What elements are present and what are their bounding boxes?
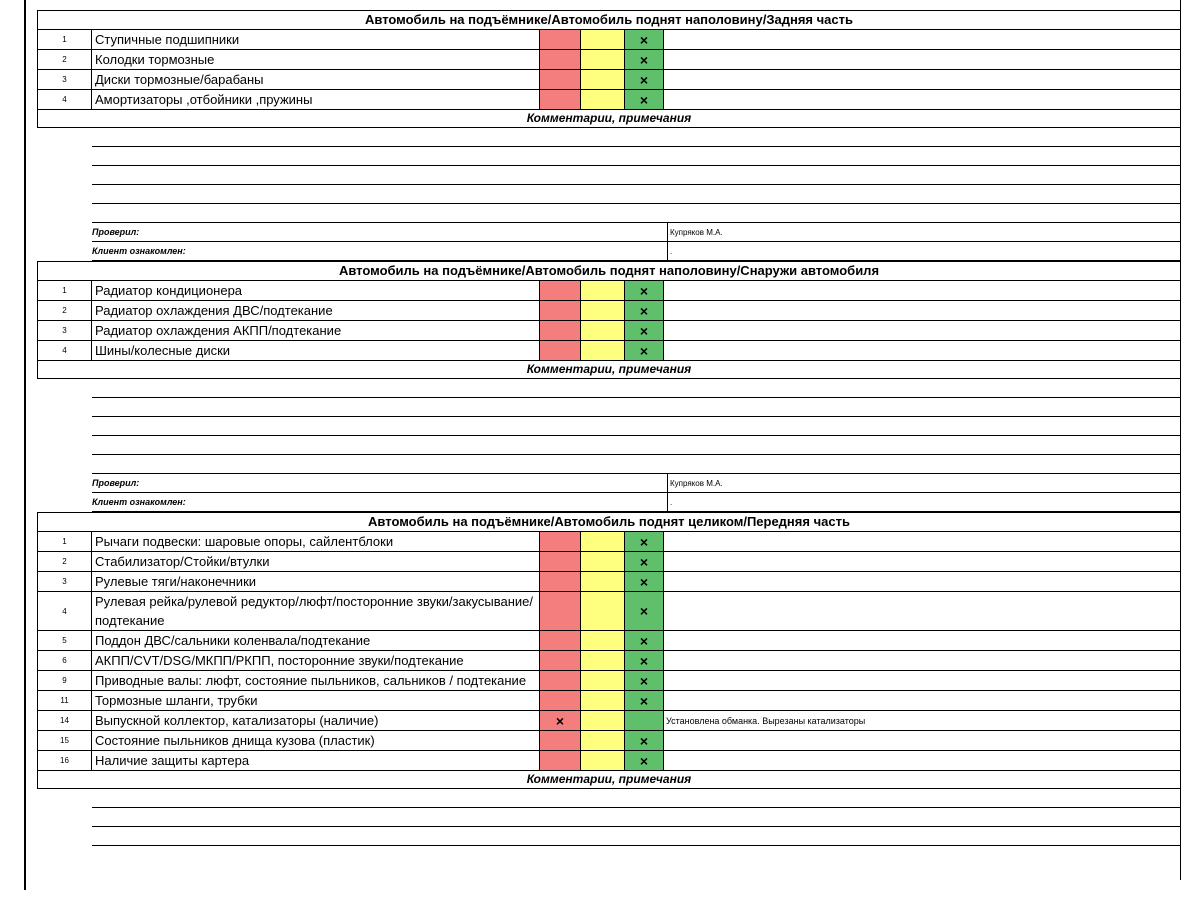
item-note: [664, 631, 1181, 650]
status-red-cell[interactable]: [540, 281, 581, 300]
section-front: [37, 512, 1181, 846]
status-green-cell[interactable]: [625, 671, 664, 690]
comment-line[interactable]: [92, 417, 1181, 436]
comments-header: Комментарии, примечания: [37, 110, 1181, 128]
checked-by-label: Проверил:: [92, 223, 668, 241]
check-mark: ×: [639, 752, 649, 769]
status-yellow-cell[interactable]: [581, 70, 625, 89]
client-ack-value: .: [668, 493, 1181, 511]
table-row: [37, 592, 1181, 631]
status-green-cell[interactable]: [625, 341, 664, 360]
comment-line[interactable]: [92, 789, 1181, 808]
status-yellow-cell[interactable]: [581, 341, 625, 360]
status-red-cell[interactable]: [540, 341, 581, 360]
item-name: Рулевые тяги/наконечники: [92, 572, 540, 591]
status-green-cell[interactable]: [625, 751, 664, 770]
table-row: [37, 572, 1181, 592]
comment-line[interactable]: [92, 185, 1181, 204]
check-mark: ×: [639, 573, 649, 590]
table-row: [37, 321, 1181, 341]
status-green-cell[interactable]: [625, 711, 664, 730]
checked-by-row: [92, 474, 1181, 493]
item-name: Выпускной коллектор, катализаторы (наличие): [92, 711, 540, 730]
row-number: 16: [37, 751, 92, 770]
comments-area: [92, 379, 1181, 474]
comment-line[interactable]: [92, 379, 1181, 398]
row-number: 6: [37, 651, 92, 670]
status-green-cell[interactable]: [625, 691, 664, 710]
status-yellow-cell[interactable]: [581, 691, 625, 710]
table-row: [37, 671, 1181, 691]
row-number: 1: [37, 30, 92, 49]
check-mark: ×: [639, 302, 649, 319]
status-green-cell[interactable]: [625, 572, 664, 591]
status-green-cell[interactable]: [625, 50, 664, 69]
status-green-cell[interactable]: [625, 552, 664, 571]
client-ack-label: Клиент ознакомлен:: [92, 493, 668, 511]
item-name: Приводные валы: люфт, состояние пыльников, сальников / подтекание: [92, 671, 540, 690]
status-yellow-cell[interactable]: [581, 572, 625, 591]
check-mark: ×: [639, 71, 649, 88]
item-name: Поддон ДВС/сальники коленвала/подтекание: [92, 631, 540, 650]
status-red-cell[interactable]: [540, 30, 581, 49]
item-name: Амортизаторы ,отбойники ,пружины: [92, 90, 540, 109]
table-row: [37, 731, 1181, 751]
item-note: [664, 90, 1181, 109]
item-note: [664, 321, 1181, 340]
checklist-rows: [37, 532, 1181, 771]
status-yellow-cell[interactable]: [581, 592, 625, 630]
status-yellow-cell[interactable]: [581, 532, 625, 551]
check-mark: ×: [639, 692, 649, 709]
item-note: [664, 731, 1181, 750]
item-name: Наличие защиты картера: [92, 751, 540, 770]
status-yellow-cell[interactable]: [581, 552, 625, 571]
section-exterior: [37, 261, 1181, 512]
comment-line[interactable]: [92, 827, 1181, 846]
status-green-cell[interactable]: [625, 651, 664, 670]
status-red-cell[interactable]: [540, 90, 581, 109]
check-mark: ×: [555, 712, 565, 729]
section-title: Автомобиль на подъёмнике/Автомобиль поднят наполовину/Задняя часть: [37, 10, 1181, 30]
table-row: [37, 341, 1181, 361]
table-row: [37, 651, 1181, 671]
page-left-border: [24, 0, 26, 890]
status-green-cell[interactable]: [625, 70, 664, 89]
row-number: 2: [37, 50, 92, 69]
row-number: 3: [37, 572, 92, 591]
item-note: [664, 751, 1181, 770]
table-row: [37, 281, 1181, 301]
comment-line[interactable]: [92, 436, 1181, 455]
client-ack-row: [92, 493, 1181, 512]
table-row: [37, 711, 1181, 731]
table-row: [37, 50, 1181, 70]
check-mark: ×: [639, 342, 649, 359]
table-row: [37, 70, 1181, 90]
item-note: [664, 50, 1181, 69]
item-note: [664, 552, 1181, 571]
check-mark: ×: [639, 31, 649, 48]
row-number: 4: [37, 341, 92, 360]
item-note: [664, 30, 1181, 49]
client-ack-value: .: [668, 242, 1181, 260]
item-note: [664, 70, 1181, 89]
item-name: Шины/колесные диски: [92, 341, 540, 360]
checked-by-value: Купряков М.А.: [668, 474, 1181, 492]
row-number: 1: [37, 281, 92, 300]
table-row: [37, 90, 1181, 110]
table-row: [37, 532, 1181, 552]
status-red-cell[interactable]: [540, 532, 581, 551]
comment-line[interactable]: [92, 398, 1181, 417]
status-red-cell[interactable]: [540, 731, 581, 750]
checked-by-value: Купряков М.А.: [668, 223, 1181, 241]
item-name: Радиатор кондиционера: [92, 281, 540, 300]
status-red-cell[interactable]: [540, 711, 581, 730]
comments-header: Комментарии, примечания: [37, 771, 1181, 789]
item-name: Диски тормозные/барабаны: [92, 70, 540, 89]
status-red-cell[interactable]: [540, 321, 581, 340]
check-mark: ×: [639, 603, 649, 619]
check-mark: ×: [639, 553, 649, 570]
status-green-cell[interactable]: [625, 30, 664, 49]
item-note: [664, 572, 1181, 591]
item-name: Тормозные шланги, трубки: [92, 691, 540, 710]
status-yellow-cell[interactable]: [581, 671, 625, 690]
inspection-sheet: [37, 10, 1181, 846]
status-green-cell[interactable]: [625, 321, 664, 340]
status-yellow-cell[interactable]: [581, 321, 625, 340]
table-row: [37, 751, 1181, 771]
comment-line[interactable]: [92, 166, 1181, 185]
table-row: [37, 631, 1181, 651]
status-green-cell[interactable]: [625, 301, 664, 320]
status-green-cell[interactable]: [625, 90, 664, 109]
item-note: [664, 691, 1181, 710]
comment-line[interactable]: [92, 455, 1181, 474]
check-mark: ×: [639, 91, 649, 108]
comment-line[interactable]: [92, 128, 1181, 147]
row-number: 15: [37, 731, 92, 750]
item-name: Ступичные подшипники: [92, 30, 540, 49]
status-red-cell[interactable]: [540, 592, 581, 630]
section-rear: [37, 10, 1181, 261]
status-yellow-cell[interactable]: [581, 281, 625, 300]
check-mark: ×: [639, 282, 649, 299]
status-red-cell[interactable]: [540, 70, 581, 89]
status-yellow-cell[interactable]: [581, 651, 625, 670]
status-red-cell[interactable]: [540, 552, 581, 571]
check-mark: ×: [639, 732, 649, 749]
status-yellow-cell[interactable]: [581, 50, 625, 69]
check-mark: ×: [639, 632, 649, 649]
status-green-cell[interactable]: [625, 281, 664, 300]
checked-by-label: Проверил:: [92, 474, 668, 492]
status-red-cell[interactable]: [540, 751, 581, 770]
row-number: 4: [37, 90, 92, 109]
check-mark: ×: [639, 672, 649, 689]
status-red-cell[interactable]: [540, 572, 581, 591]
row-number: 14: [37, 711, 92, 730]
comment-line[interactable]: [92, 808, 1181, 827]
section-title: Автомобиль на подъёмнике/Автомобиль поднят целиком/Передняя часть: [37, 512, 1181, 532]
item-note: [664, 671, 1181, 690]
comments-header: Комментарии, примечания: [37, 361, 1181, 379]
status-yellow-cell[interactable]: [581, 751, 625, 770]
item-note: [664, 592, 1181, 630]
table-row: [37, 552, 1181, 572]
item-name: Стабилизатор/Стойки/втулки: [92, 552, 540, 571]
item-name: Радиатор охлаждения ДВС/подтекание: [92, 301, 540, 320]
check-mark: ×: [639, 51, 649, 68]
item-name: Состояние пыльников днища кузова (пластик): [92, 731, 540, 750]
check-mark: ×: [639, 652, 649, 669]
checked-by-row: [92, 223, 1181, 242]
item-note: [664, 281, 1181, 300]
row-number: 1: [37, 532, 92, 551]
table-row: [37, 30, 1181, 50]
item-name: Рулевая рейка/рулевой редуктор/люфт/посторонние звуки/закусывание/подтекание: [92, 592, 540, 630]
comments-area: [92, 789, 1181, 846]
row-number: 2: [37, 301, 92, 320]
status-green-cell[interactable]: [625, 731, 664, 750]
status-green-cell[interactable]: [625, 592, 664, 630]
status-yellow-cell[interactable]: [581, 30, 625, 49]
row-number: 2: [37, 552, 92, 571]
row-number: 3: [37, 70, 92, 89]
table-row: [37, 691, 1181, 711]
status-red-cell[interactable]: [540, 691, 581, 710]
status-red-cell[interactable]: [540, 651, 581, 670]
status-yellow-cell[interactable]: [581, 301, 625, 320]
client-ack-label: Клиент ознакомлен:: [92, 242, 668, 260]
check-mark: ×: [639, 322, 649, 339]
item-name: Рычаги подвески: шаровые опоры, сайлентблоки: [92, 532, 540, 551]
status-red-cell[interactable]: [540, 301, 581, 320]
comments-area: [92, 128, 1181, 223]
checklist-rows: [37, 30, 1181, 110]
status-yellow-cell[interactable]: [581, 631, 625, 650]
status-yellow-cell[interactable]: [581, 711, 625, 730]
status-yellow-cell[interactable]: [581, 90, 625, 109]
row-number: 9: [37, 671, 92, 690]
client-ack-row: [92, 242, 1181, 261]
row-number: 3: [37, 321, 92, 340]
item-name: Радиатор охлаждения АКПП/подтекание: [92, 321, 540, 340]
item-name: АКПП/CVT/DSG/МКПП/РКПП, посторонние звуки/подтекание: [92, 651, 540, 670]
status-green-cell[interactable]: [625, 532, 664, 551]
item-note: Установлена обманка. Вырезаны катализаторы: [666, 715, 866, 726]
row-number: 4: [37, 592, 92, 630]
item-note: [664, 651, 1181, 670]
section-title: Автомобиль на подъёмнике/Автомобиль поднят наполовину/Снаружи автомобиля: [37, 261, 1181, 281]
item-note: [664, 341, 1181, 360]
table-row: [37, 301, 1181, 321]
status-yellow-cell[interactable]: [581, 731, 625, 750]
comment-line[interactable]: [92, 147, 1181, 166]
row-number: 11: [37, 691, 92, 710]
status-red-cell[interactable]: [540, 631, 581, 650]
status-green-cell[interactable]: [625, 631, 664, 650]
checklist-rows: [37, 281, 1181, 361]
item-note: [664, 532, 1181, 551]
check-mark: ×: [639, 533, 649, 550]
item-note: [664, 301, 1181, 320]
item-name: Колодки тормозные: [92, 50, 540, 69]
row-number: 5: [37, 631, 92, 650]
comment-line[interactable]: [92, 204, 1181, 223]
status-red-cell[interactable]: [540, 671, 581, 690]
status-red-cell[interactable]: [540, 50, 581, 69]
